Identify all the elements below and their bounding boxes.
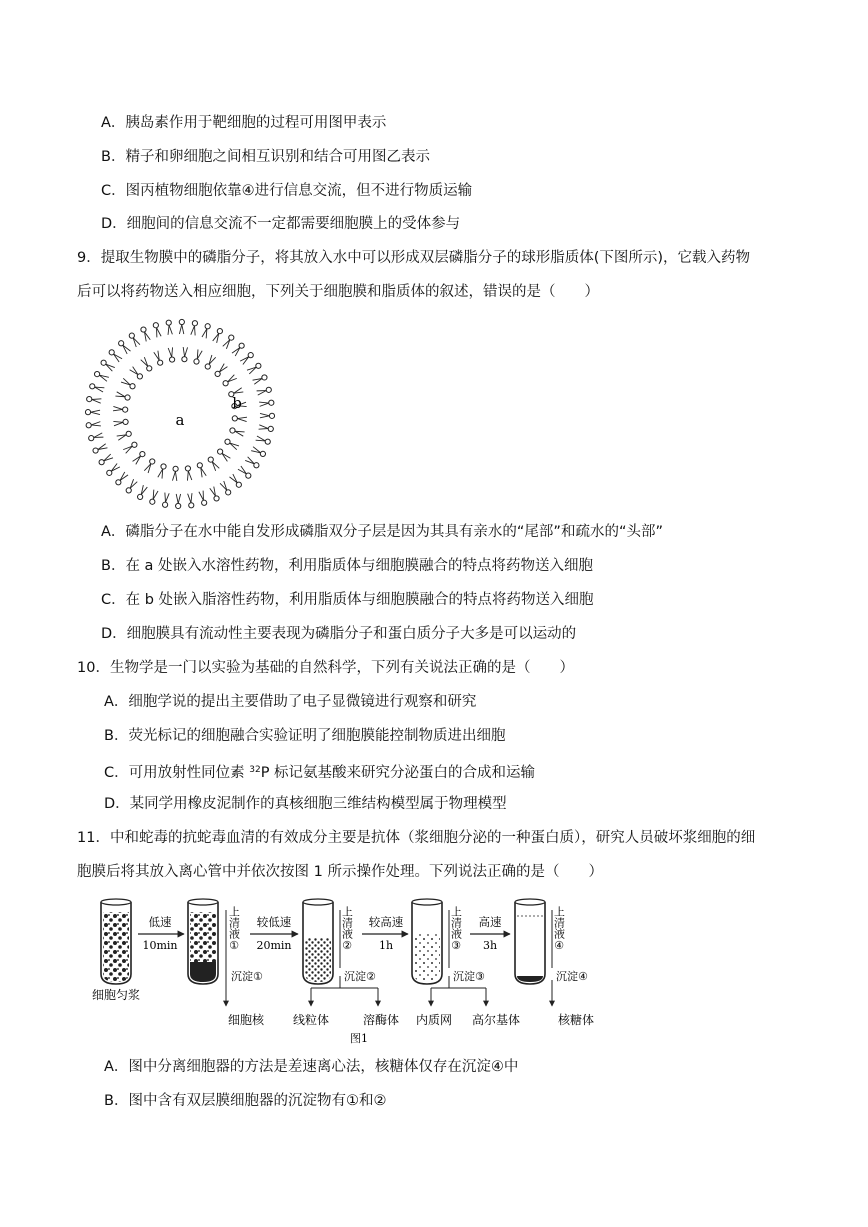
- outer-phospholipid: [251, 447, 265, 457]
- outer-phospholipid: [129, 333, 140, 347]
- inner-phospholipid: [158, 464, 166, 479]
- outer-phospholipid: [213, 328, 223, 342]
- inner-phospholipid: [223, 375, 237, 386]
- outer-phospholipid: [259, 400, 274, 406]
- outer-phospholipid: [109, 350, 122, 362]
- tube-1: [188, 899, 218, 984]
- tube-2: [303, 899, 333, 984]
- outer-phospholipid: [90, 384, 105, 392]
- centrifugation-figure: [86, 896, 616, 1044]
- isotope-mass-number: 32: [249, 765, 261, 775]
- outer-phospholipid: [259, 425, 274, 432]
- q9-option-c: C．在 b 处嵌入脂溶性药物，利用脂质体与细胞膜融合的特点将药物送入细胞: [101, 592, 594, 608]
- q10-option-a: A．细胞学说的提出主要借助了电子显微镜进行观察和研究: [104, 694, 477, 710]
- inner-phospholipid: [230, 428, 245, 436]
- outer-phospholipid: [153, 323, 161, 338]
- product-ribosome: 核糖体: [557, 1013, 595, 1027]
- q8-option-d: D．细胞间的信息交流不一定都需要细胞膜上的受体参与: [101, 216, 461, 232]
- q9-stem-line1: 9．提取生物膜中的磷脂分子，将其放入水中可以形成双层磷脂分子的球形脂质体(下图所示)，它载入药物: [77, 250, 751, 266]
- inner-phospholipid: [154, 351, 163, 366]
- sediment-2: 沉淀②: [344, 970, 376, 983]
- inner-phospholipid: [123, 442, 137, 453]
- outer-phospholipid: [256, 436, 271, 444]
- outer-phospholipid: [162, 493, 169, 508]
- step3-time: 1h: [378, 939, 394, 952]
- figure-caption: 图1: [350, 1032, 368, 1044]
- outer-phospholipid: [229, 474, 241, 487]
- inner-phospholipid: [115, 392, 130, 400]
- q11-stem-line1: 11．中和蛇毒的抗蛇毒血清的有效成分主要是抗体（浆细胞分泌的一种蛋白质），研究人员破坏浆细胞的细: [77, 830, 756, 846]
- step4-speed: 高速: [478, 915, 502, 929]
- inner-phospholipid: [141, 357, 152, 371]
- outer-phospholipid: [247, 363, 261, 374]
- liposome-label-a: a: [175, 411, 185, 429]
- q8-option-c: C．图丙植物细胞依靠④进行信息交流，但不进行物质运输: [101, 183, 473, 199]
- step3-speed: 较高速: [368, 915, 404, 929]
- supernatant-2: 上清液②: [340, 906, 354, 952]
- inner-phospholipid: [121, 378, 135, 389]
- outer-phospholipid: [166, 320, 172, 335]
- outer-phospholipid: [126, 479, 137, 493]
- q10-option-c-text2: P 标记氨基酸来研究分泌蛋白的合成和运输: [260, 765, 536, 781]
- inner-phospholipid: [168, 347, 175, 362]
- tube-3: [412, 899, 442, 984]
- inner-phospholipid: [130, 367, 143, 379]
- sediment-1: 沉淀①: [231, 970, 263, 983]
- inner-phospholipid: [232, 416, 247, 422]
- q11-option-b: B．图中含有双层膜细胞器的沉淀物有①和②: [104, 1093, 387, 1109]
- outer-phospholipid: [116, 472, 128, 485]
- outer-phospholipid: [210, 487, 219, 501]
- liposome-figure: [80, 316, 280, 512]
- inner-phospholipid: [218, 449, 231, 461]
- outer-phospholipid: [138, 485, 148, 499]
- tube-homogenate: [101, 899, 131, 984]
- step1-time: 10min: [142, 939, 178, 952]
- outer-phospholipid: [223, 335, 234, 349]
- inner-phospholipid: [117, 431, 132, 440]
- q9-option-a: A．磷脂分子在水中能自发形成磷脂双分子层是因为其具有亲水的“尾部”和疏水的“头部”: [101, 524, 663, 540]
- outer-phospholipid: [202, 324, 210, 339]
- step2-speed: 较低速: [256, 915, 292, 929]
- outer-phospholipid: [179, 319, 184, 334]
- outer-phospholipid: [245, 457, 259, 468]
- outer-phospholipid: [257, 387, 272, 395]
- inner-phospholipid: [113, 419, 128, 426]
- q10-option-d: D．某同学用橡皮泥制作的真核细胞三维结构模型属于物理模型: [104, 796, 507, 812]
- inner-phospholipid: [172, 466, 178, 481]
- outer-phospholipid: [240, 353, 253, 365]
- inner-phospholipid: [144, 459, 155, 473]
- outer-phospholipid: [150, 490, 158, 505]
- outer-phospholipid: [232, 343, 244, 356]
- q11-option-a: A．图中分离细胞器的方法是差速离心法，核糖体仅存在沉淀④中: [104, 1059, 519, 1075]
- q10-option-b: B．荧光标记的细胞融合实验证明了细胞膜能控制物质进出细胞: [104, 728, 506, 744]
- q9-stem-line2: 后可以将药物送入相应细胞，下列关于细胞膜和脂质体的叙述，错误的是（ ）: [77, 284, 599, 300]
- tube-4: [515, 899, 545, 984]
- liposome-label-b: b: [232, 394, 242, 412]
- inner-phospholipid: [182, 347, 188, 362]
- q11-stem-line2: 胞膜后将其放入离心管中并依次按图 1 所示操作处理。下列说法正确的是（ ）: [77, 864, 603, 880]
- q10-option-c-text1: C．可用放射性同位素: [104, 765, 250, 781]
- step4-time: 3h: [482, 939, 498, 952]
- q8-option-a: A．胰岛素作用于靶细胞的过程可用图甲表示: [101, 115, 387, 131]
- outer-phospholipid: [220, 481, 231, 495]
- inner-phospholipid: [133, 452, 145, 465]
- step2-time: 20min: [256, 939, 292, 952]
- inner-phospholipid: [205, 355, 216, 369]
- sediment-4: 沉淀④: [556, 970, 588, 983]
- outer-phospholipid: [85, 410, 100, 415]
- inner-phospholipid: [215, 364, 227, 377]
- sediment-3: 沉淀③: [453, 970, 485, 983]
- outer-phospholipid: [107, 463, 120, 475]
- outer-phospholipid: [188, 493, 194, 508]
- homogenate-label: 细胞匀浆: [91, 988, 141, 1002]
- inner-phospholipid: [113, 406, 128, 412]
- outer-phospholipid: [191, 321, 198, 336]
- outer-phospholipid: [119, 341, 131, 354]
- outer-phospholipid: [199, 491, 207, 506]
- outer-phospholipid: [86, 422, 101, 428]
- inner-phospholipid: [225, 439, 239, 450]
- q10-option-c: [104, 760, 535, 783]
- inner-phospholipid: [194, 349, 202, 364]
- product-mitochondria: 线粒体: [292, 1013, 330, 1027]
- q9-option-b: B．在 a 处嵌入水溶性药物，利用脂质体与细胞膜融合的特点将药物送入细胞: [101, 558, 594, 574]
- inner-phospholipid: [185, 466, 192, 481]
- outer-phospholipid: [94, 372, 108, 382]
- product-golgi: 高尔基体: [471, 1013, 521, 1027]
- outer-phospholipid: [101, 360, 115, 371]
- supernatant-3: 上清液③: [449, 906, 463, 952]
- outer-phospholipid: [238, 466, 251, 478]
- outer-phospholipid: [87, 396, 102, 403]
- outer-phospholipid: [89, 433, 104, 441]
- product-nucleus: 细胞核: [227, 1013, 265, 1027]
- supernatant-1: 上清液①: [227, 906, 241, 952]
- outer-phospholipid: [253, 375, 267, 384]
- step1-speed: 低速: [148, 915, 172, 929]
- inner-phospholipid: [197, 463, 206, 478]
- q10-stem: 10．生物学是一门以实验为基础的自然科学，下列有关说法正确的是（ ）: [77, 660, 574, 676]
- outer-phospholipid: [260, 413, 275, 418]
- q9-option-d: D．细胞膜具有流动性主要表现为磷脂分子和蛋白质分子大多是可以运动的: [101, 626, 577, 642]
- product-lysosome: 溶酶体: [362, 1013, 400, 1027]
- outer-phospholipid: [93, 444, 107, 453]
- inner-phospholipid: [208, 457, 219, 471]
- outer-phospholipid: [99, 454, 113, 465]
- q8-option-b: B．精子和卵细胞之间相互识别和结合可用图乙表示: [101, 149, 430, 165]
- product-er: 内质网: [415, 1013, 453, 1027]
- outer-phospholipid: [176, 494, 181, 509]
- supernatant-4: 上清液④: [552, 906, 566, 952]
- outer-phospholipid: [141, 327, 150, 341]
